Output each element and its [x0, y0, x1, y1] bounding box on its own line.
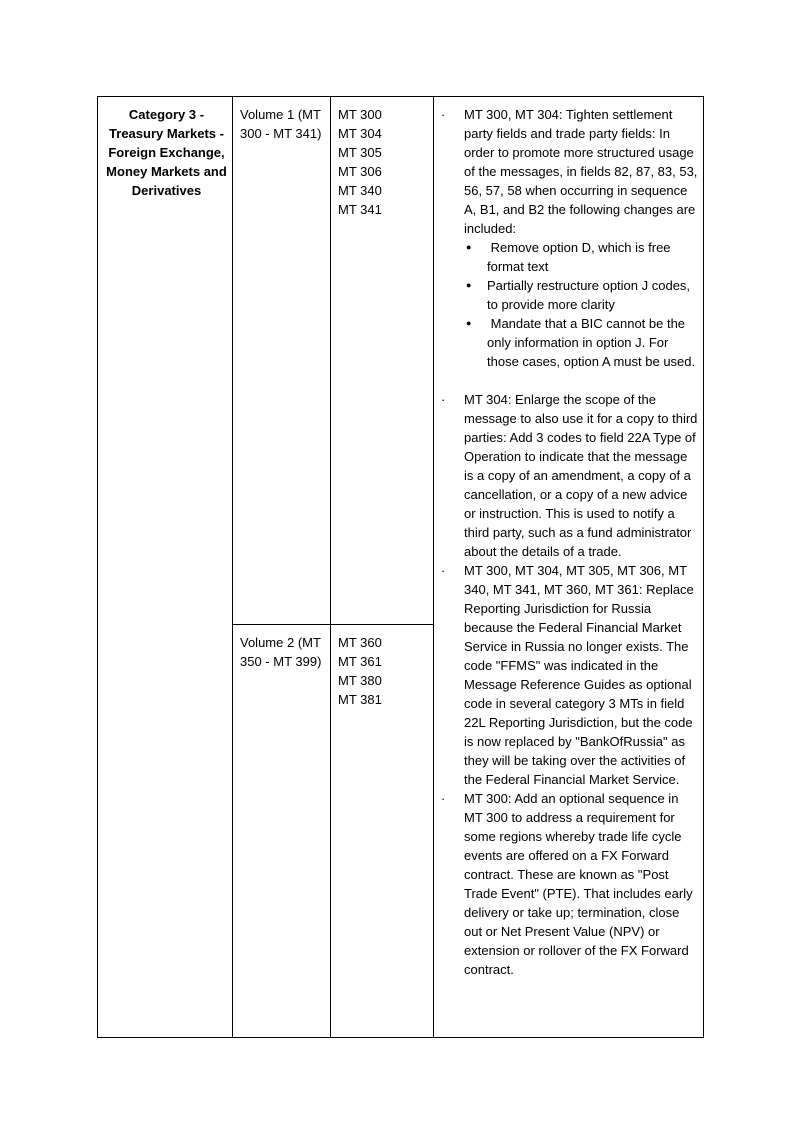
change-item: [441, 390, 699, 561]
message-type: MT 340: [338, 183, 382, 198]
message-type: MT 380: [338, 673, 382, 688]
changes-cell: [434, 97, 704, 1038]
bullet-dot-icon: ·: [441, 563, 446, 578]
bullet-circle-icon: ●: [466, 280, 472, 290]
volume2-cell: [233, 625, 331, 1038]
category3-changes-table: [97, 96, 704, 1038]
change-row: [441, 105, 699, 238]
volume1-label: Volume 1 (MT 300 - MT 341): [240, 107, 322, 141]
message-type: MT 305: [338, 145, 382, 160]
change-item: [441, 561, 699, 789]
sub-bullet-item: [441, 314, 699, 371]
message-type: MT 360: [338, 635, 382, 650]
changes-list: [441, 105, 699, 979]
message-type: MT 341: [338, 202, 382, 217]
change-text: MT 300, MT 304, MT 305, MT 306, MT 340, MT 341, MT 360, MT 361: Replace Reporting Jurisdiction for Russia because the Federal Financial Market Service in Russia no longer exists. The code "FFMS" was indicated in the Message Reference Guides as optional code in several category 3 MTs in field 22L Reporting Jurisdiction, but the code is now replaced by "BankOfRussia" as they will be taking over the activities of the Federal Financial Market Service.: [464, 563, 694, 787]
change-text: MT 300, MT 304: Tighten settlement party fields and trade party fields: In order to promote more structured usage of the messages, in fields 82, 87, 83, 53, 56, 57, 58 when occurring in sequence A, B1, and B2 the following changes are included:: [464, 107, 698, 236]
sub-bullet-text: Mandate that a BIC cannot be the only information in option J. For those cases, option A must be used.: [487, 316, 696, 369]
change-row: [441, 390, 699, 561]
bullet-dot-icon: ·: [441, 791, 446, 806]
change-item: [441, 789, 699, 979]
sub-bullet-text: Remove option D, which is free format text: [487, 240, 675, 274]
volume1-message-list: [338, 105, 429, 219]
volume1-messages-cell: [331, 97, 434, 625]
sub-bullet-list: [441, 238, 699, 371]
volume1-cell: [233, 97, 331, 625]
bullet-circle-icon: ●: [466, 318, 472, 328]
message-type: MT 381: [338, 692, 382, 707]
category-title: Category 3 - Treasury Markets - Foreign Exchange, Money Markets and Derivatives: [106, 107, 227, 198]
bullet-dot-icon: ·: [441, 107, 446, 122]
message-type: MT 306: [338, 164, 382, 179]
message-type: MT 300: [338, 107, 382, 122]
message-type: MT 361: [338, 654, 382, 669]
volume2-message-list: [338, 633, 429, 709]
change-row: [441, 789, 699, 979]
change-text: MT 304: Enlarge the scope of the message to also use it for a copy to third parties: Add 3 codes to field 22A Type of Operation to indicate that the message is a copy of an amendment, a copy of a cancellation, or a copy of a new advice or instruction. This is used to notify a third party, such as a fund administrator about the details of a trade.: [464, 392, 698, 559]
category-cell: [98, 97, 233, 1038]
change-item: [441, 105, 699, 371]
bullet-circle-icon: ●: [466, 242, 472, 252]
change-text: MT 300: Add an optional sequence in MT 300 to address a requirement for some regions whereby trade life cycle events are offered on a FX Forward contract. These are known as "Post Trade Event" (PTE). That includes early delivery or take up; termination, close out or Net Present Value (NPV) or extension or rollover of the FX Forward contract.: [464, 791, 693, 977]
message-type: MT 304: [338, 126, 382, 141]
change-row: [441, 561, 699, 789]
sub-bullet-item: [441, 238, 699, 276]
volume2-messages-cell: [331, 625, 434, 1038]
bullet-dot-icon: ·: [441, 392, 446, 407]
volume2-label: Volume 2 (MT 350 - MT 399): [240, 635, 322, 669]
sub-bullet-text: Partially restructure option J codes, to provide more clarity: [487, 278, 694, 312]
sub-bullet-item: [441, 276, 699, 314]
